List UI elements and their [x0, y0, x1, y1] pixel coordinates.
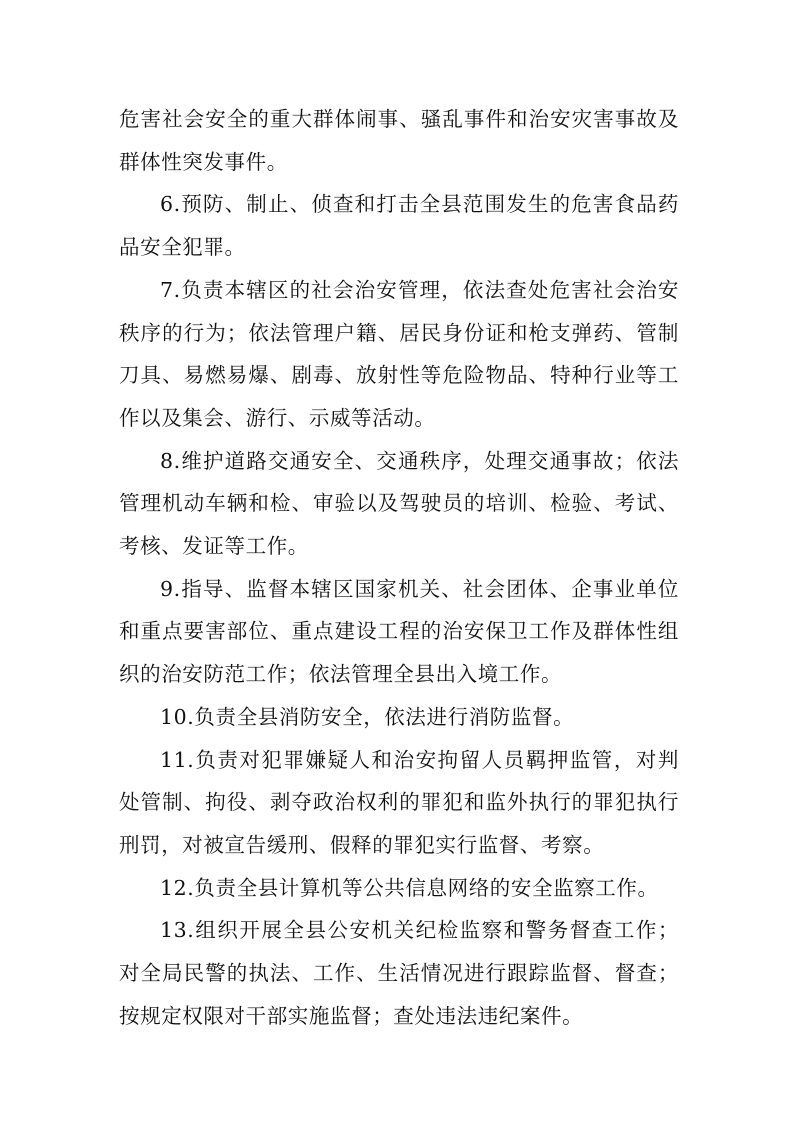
- paragraph-item-13: 13.组织开展全县公安机关纪检监察和警务督查工作；对全局民警的执法、工作、生活情况进行跟踪监督、督查；按规定权限对干部实施监督；查处违法违纪案件。: [119, 918, 679, 1028]
- paragraph-item-8: 8.维护道路交通安全、交通秩序，处理交通事故；依法管理机动车辆和检、审验以及驾驶员的培训、检验、考试、考核、发证等工作。: [119, 448, 679, 559]
- paragraph-item-12: 12.负责全县计算机等公共信息网络的安全监察工作。: [160, 875, 659, 900]
- paragraph-item-6: 6.预防、制止、侦查和打击全县范围发生的危害食品药品安全犯罪。: [119, 192, 679, 260]
- paragraph-item-10: 10.负责全县消防安全，依法进行消防监督。: [160, 704, 575, 729]
- paragraph-item-11: 11.负责对犯罪嫌疑人和治安拘留人员羁押监管，对判处管制、拘役、剥夺政治权利的罪犯和监外执行的罪犯执行刑罚，对被宣告缓刑、假释的罪犯实行监督、考察。: [119, 747, 679, 857]
- paragraph-item-7: 7.负责本辖区的社会治安管理，依法查处危害社会治安秩序的行为；依法管理户籍、居民身份证和枪支弹药、管制刀具、易燃易爆、剧毒、放射性等危险物品、特种行业等工作以及集会、游行、示威等活动。: [119, 277, 679, 430]
- paragraph-continuation: 危害社会安全的重大群体闹事、骚乱事件和治安灾害事故及群体性突发事件。: [119, 107, 679, 174]
- paragraph-item-9: 9.指导、监督本辖区国家机关、社会团体、企事业单位和重点要害部位、重点建设工程的治安保卫工作及群体性组织的治安防范工作；依法管理全县出入境工作。: [119, 576, 679, 687]
- document-body: [119, 98, 679, 1037]
